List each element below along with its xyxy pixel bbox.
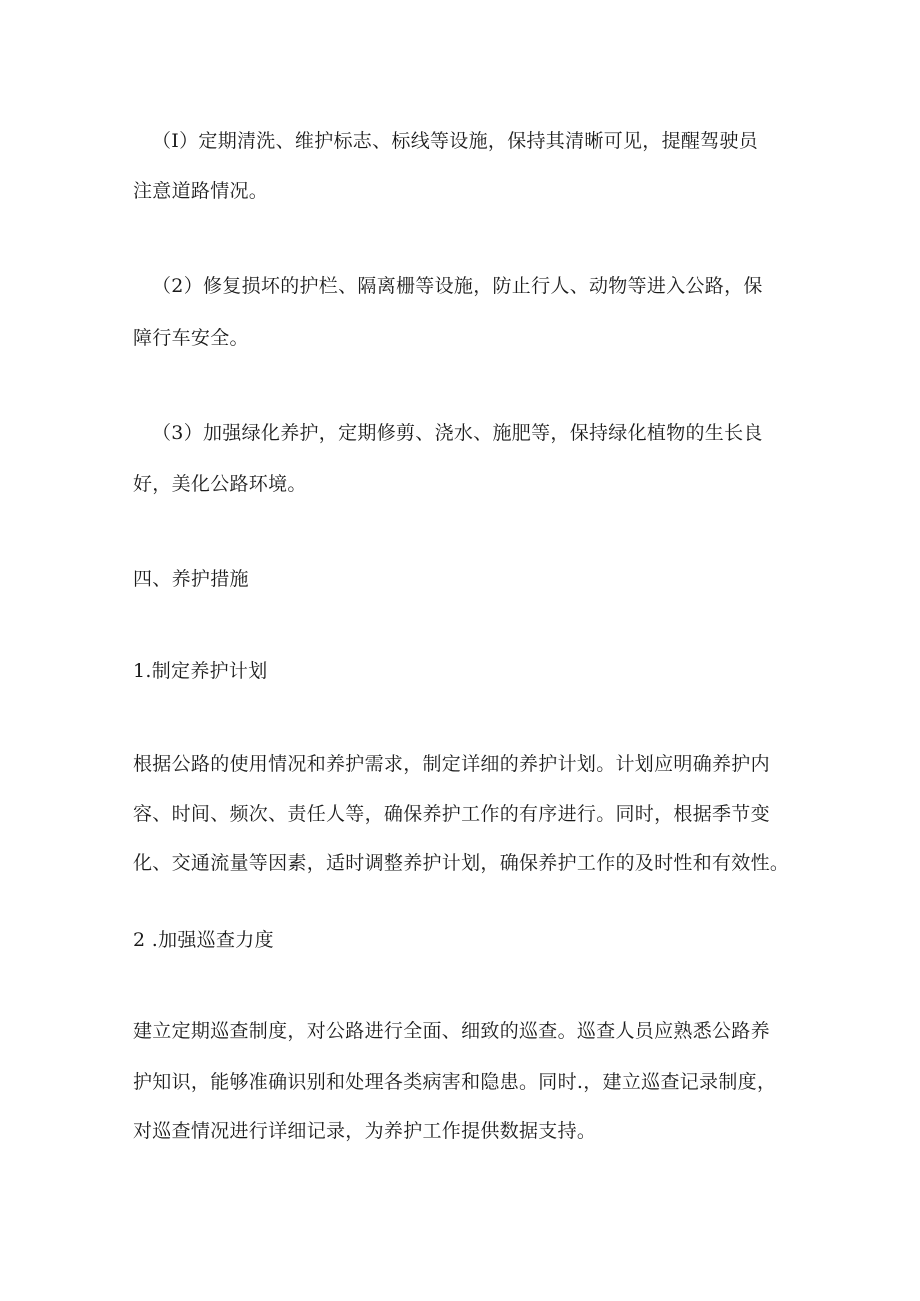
- subsection-2-line-2: 护知识，能够准确识别和处理各类病害和隐患。同时.，建立巡查记录制度，: [133, 1071, 777, 1093]
- item-1-line-2: 注意道路情况。: [133, 180, 269, 202]
- subsection-1-heading: 1.制定养护计划: [133, 660, 268, 682]
- subsection-2-line-1: 建立定期巡查制度，对公路进行全面、细致的巡查。巡查人员应熟悉公路养: [133, 1020, 770, 1042]
- item-1-line-1: （I）定期清洗、维护标志、标线等设施，保持其清晰可见，提醒驾驶员: [152, 130, 759, 152]
- subsection-1-line-3: 化、交通流量等因素，适时调整养护计划，确保养护工作的及时性和有效性。: [133, 852, 790, 874]
- item-2-line-1: （2）修复损坏的护栏、隔离栅等设施，防止行人、动物等进入公路，保: [152, 275, 763, 297]
- section-heading: 四、养护措施: [133, 568, 249, 590]
- item-2-line-2: 障行车安全。: [133, 327, 249, 349]
- subsection-1-line-2: 容、时间、频次、责任人等，确保养护工作的有序进行。同时，根据季节变: [133, 803, 770, 825]
- item-3-line-1: （3）加强绿化养护，定期修剪、浇水、施肥等，保持绿化植物的生长良: [152, 422, 763, 444]
- subsection-2-heading: 2 .加强巡查力度: [133, 929, 274, 951]
- subsection-1-line-1: 根据公路的使用情况和养护需求，制定详细的养护计划。计划应明确养护内: [133, 753, 770, 775]
- subsection-2-line-3: 对巡查情况进行详细记录，为养护工作提供数据支持。: [133, 1120, 597, 1142]
- item-3-line-2: 好，美化公路环境。: [133, 473, 307, 495]
